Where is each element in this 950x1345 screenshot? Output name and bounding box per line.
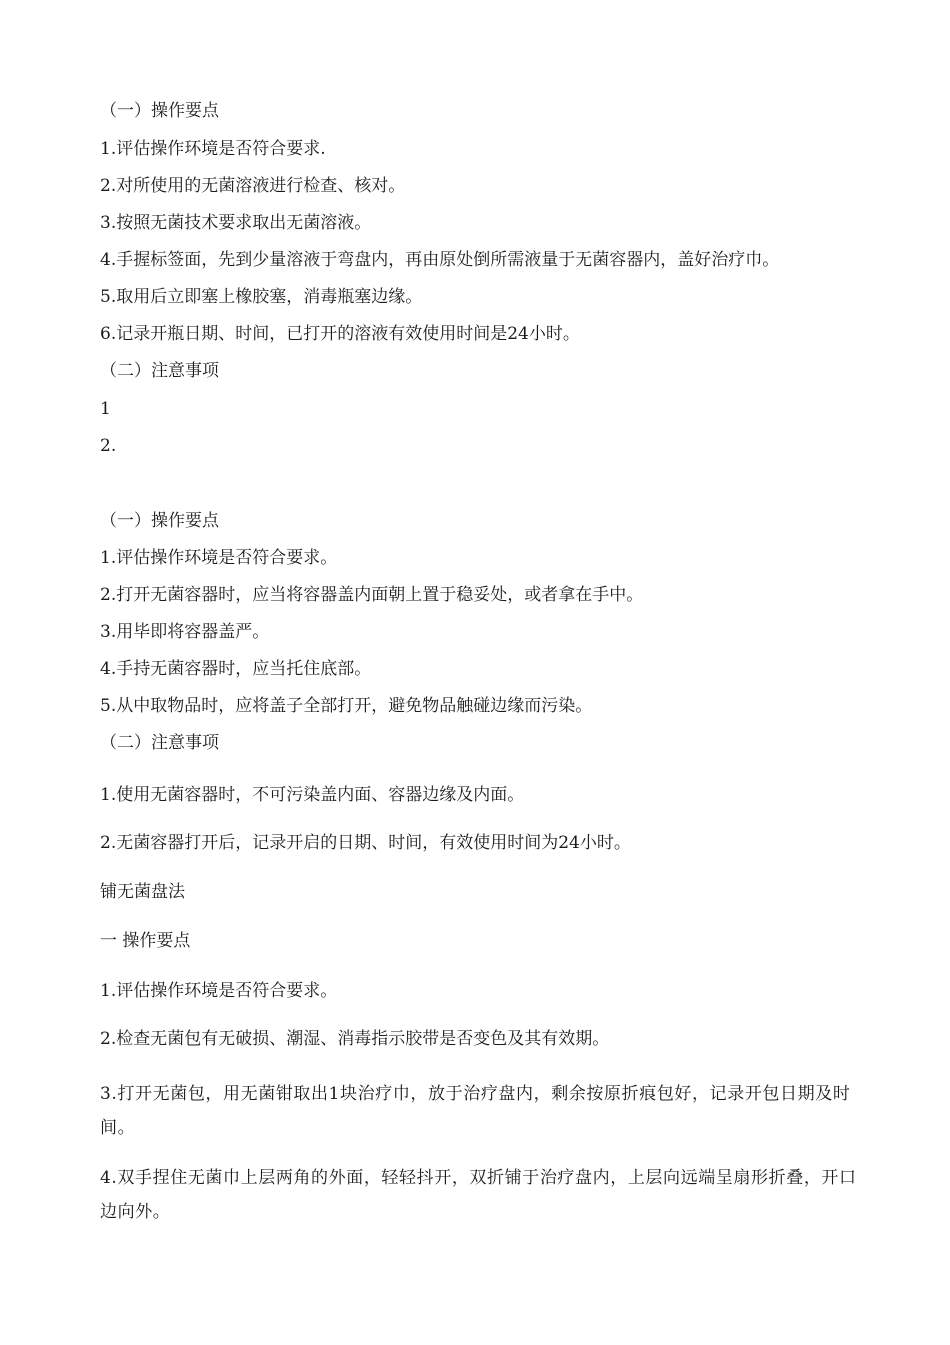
list-item: 2.无菌容器打开后，记录开启的日期、时间，有效使用时间为24小时。 <box>100 833 631 853</box>
list-item: 5.从中取物品时，应将盖子全部打开，避免物品触碰边缘而污染。 <box>100 696 593 716</box>
list-item: 3.按照无菌技术要求取出无菌溶液。 <box>100 213 372 233</box>
section-heading: （一）操作要点 <box>100 101 219 121</box>
section-heading: （二）注意事项 <box>100 361 219 381</box>
list-item: 3.用毕即将容器盖严。 <box>100 622 270 642</box>
list-item: 6.记录开瓶日期、时间，已打开的溶液有效使用时间是24小时。 <box>100 324 580 344</box>
section-heading: 一 操作要点 <box>100 931 191 951</box>
list-item: 1 <box>100 399 111 419</box>
list-item: 2.检查无菌包有无破损、潮湿、消毒指示胶带是否变色及其有效期。 <box>100 1029 610 1049</box>
list-item: 1.评估操作环境是否符合要求。 <box>100 981 338 1001</box>
list-item: 5.取用后立即塞上橡胶塞，消毒瓶塞边缘。 <box>100 287 423 307</box>
section-heading: （一）操作要点 <box>100 511 219 531</box>
list-item: 2. <box>100 436 117 456</box>
list-item: 1.使用无菌容器时，不可污染盖内面、容器边缘及内面。 <box>100 785 525 805</box>
section-title: 铺无菌盘法 <box>100 882 185 902</box>
list-item: 2.对所使用的无菌溶液进行检查、核对。 <box>100 176 406 196</box>
list-item: 4.双手捏住无菌巾上层两角的外面，轻轻抖开，双折铺于治疗盘内，上层向远端呈扇形折叠，开口边向外。 <box>100 1168 857 1222</box>
list-item: 4.手持无菌容器时，应当托住底部。 <box>100 659 372 679</box>
list-item: 1.评估操作环境是否符合要求。 <box>100 548 338 568</box>
list-item: 1.评估操作环境是否符合要求. <box>100 139 326 159</box>
list-item: 4.手握标签面，先到少量溶液于弯盘内，再由原处倒所需液量于无菌容器内，盖好治疗巾。 <box>100 250 780 270</box>
list-item: 3.打开无菌包，用无菌钳取出1块治疗巾，放于治疗盘内，剩余按原折痕包好，记录开包日期及时间。 <box>100 1084 851 1138</box>
section-heading: （二）注意事项 <box>100 733 219 753</box>
list-item: 2.打开无菌容器时，应当将容器盖内面朝上置于稳妥处，或者拿在手中。 <box>100 585 644 605</box>
